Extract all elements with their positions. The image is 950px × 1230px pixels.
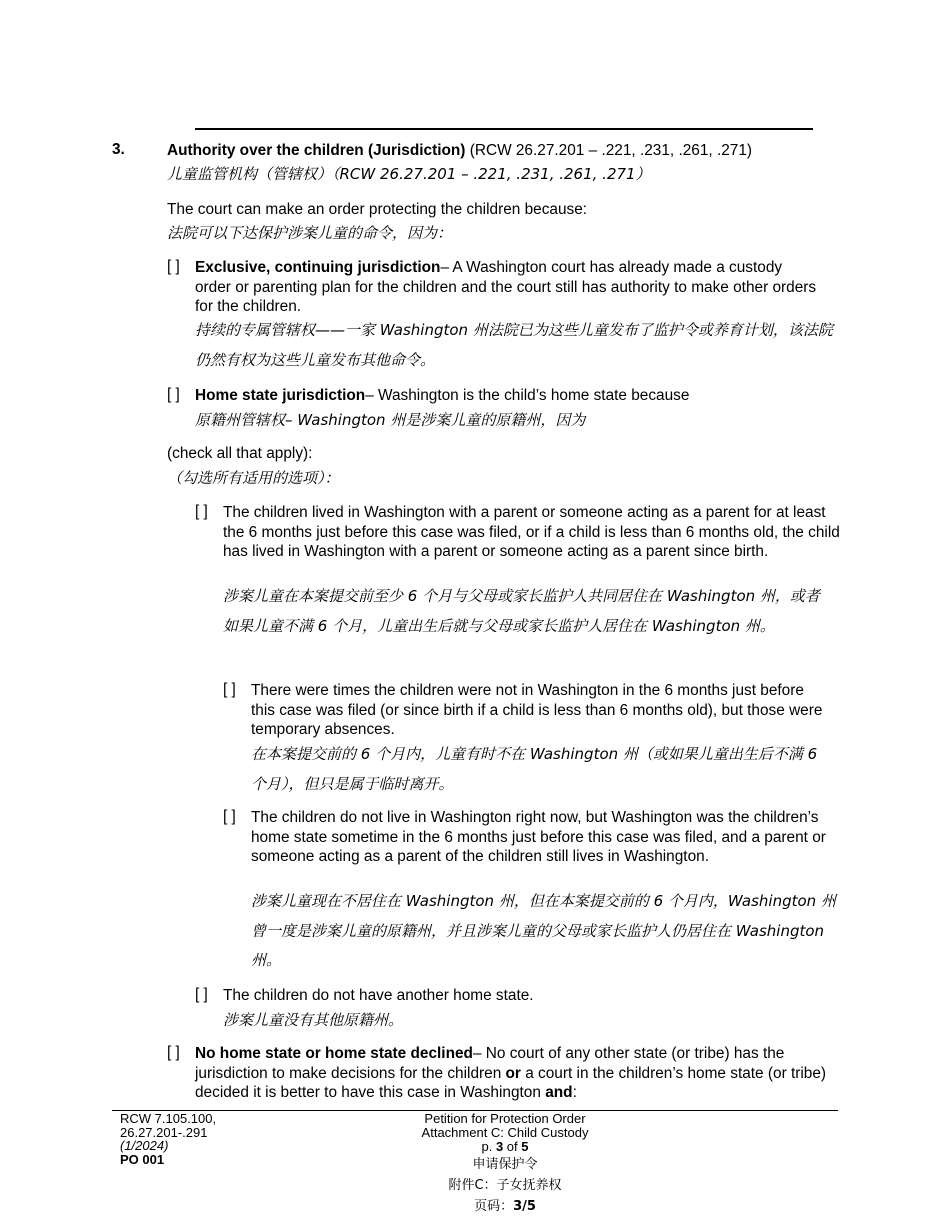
checkbox-temporary-absences[interactable]: [ ] (223, 681, 236, 698)
checkbox-not-living-in-washington[interactable]: [ ] (223, 808, 236, 825)
footer-page-number (340, 1140, 670, 1154)
option-exclusive-text: – A Washington court has already made a custody order or parenting plan for the children and the court still has authority to make other orders for the children. (195, 259, 817, 315)
intro-text-chinese: 法院可以下达保护涉案儿童的命令，因为： (167, 224, 453, 242)
check-all-instruction: (check all that apply): (167, 445, 313, 462)
option-home-state-text: – Washington is the child’s home state because (365, 387, 690, 404)
footer-title-chinese: 申请保护令 (472, 1157, 538, 1172)
option-home-state (195, 386, 835, 406)
section-heading (167, 141, 847, 161)
intro-text: The court can make an order protecting the children because: (167, 201, 588, 218)
footer-page-of: of (503, 1139, 522, 1154)
checkbox-home-state-jurisdiction[interactable]: [ ] (167, 386, 180, 403)
checkbox-no-home-state[interactable]: [ ] (167, 1044, 180, 1061)
footer-revision-date: (1/2024) (120, 1138, 169, 1153)
footer-page-chinese (340, 1196, 670, 1217)
footer-page-total: 5 (521, 1139, 529, 1154)
footer-form-info (120, 1112, 216, 1166)
option-no-other-home-state: The children do not have another home state. (223, 987, 534, 1004)
check-all-instruction-chinese: （勾选所有适用的选项）： (167, 469, 340, 487)
option-no-home-state (195, 1044, 835, 1103)
footer-page-prefix: p. (481, 1139, 496, 1154)
footer-title-block (340, 1112, 670, 1154)
footer-chinese-block (340, 1154, 670, 1217)
option-not-living-in-washington: The children do not live in Washington right now, but Washington was the children’s home state sometime in the 6 months just before this case was filed, and a parent or someone acting as a parent of the children still lives in Washington. (251, 809, 826, 865)
section-heading-statutes: (RCW 26.27.201 – .221, .231, .261, .271) (465, 142, 753, 159)
footer-attachment: Attachment C: Child Custody (421, 1125, 589, 1140)
checkbox-lived-in-washington[interactable]: [ ] (195, 503, 208, 520)
option-no-home-state-or: or (505, 1064, 521, 1082)
section-heading-chinese: 儿童监管机构（管辖权）（RCW 26.27.201 – .221, .231, .261, .271） (167, 165, 651, 183)
footer-page-prefix-chinese: 页码： (474, 1199, 514, 1214)
option-lived-in-washington: The children lived in Washington with a parent or someone acting as a parent for at least the 6 months just before this case was filed, or if a child is less than 6 months old, the child has lived in Washington with a parent or someone acting as a parent since birth. (223, 504, 840, 560)
footer-page-current: 3 (495, 1139, 504, 1154)
option-no-other-home-state-chinese: 涉案儿童没有其他原籍州。 (223, 1011, 404, 1029)
footer-title: Petition for Protection Order (424, 1111, 586, 1126)
option-no-home-state-text-b: a court in the children’s home state (or tribe) decided it is better to have this case in Washington (195, 1064, 827, 1101)
footer-attachment-chinese: 附件C：子女抚养权 (448, 1178, 562, 1193)
option-home-state-title: Home state jurisdiction (195, 387, 366, 404)
option-exclusive-jurisdiction (195, 258, 820, 317)
option-temporary-absences-chinese: 在本案提交前的 6 个月内，儿童有时不在 Washington 州（或如果儿童出生后不满 6 个月），但只是属于临时离开。 (251, 745, 818, 793)
section-heading-bold: Authority over the children (Jurisdiction) (167, 142, 466, 159)
option-no-home-state-and: and (545, 1084, 573, 1101)
checkbox-exclusive-jurisdiction[interactable]: [ ] (167, 258, 180, 275)
option-no-home-state-colon: : (572, 1084, 577, 1101)
footer-form-number: PO 001 (120, 1151, 165, 1167)
option-exclusive-chinese: 持续的专属管辖权——一家 Washington 州法院已为这些儿童发布了监护令或养育计划，该法院仍然有权为这些儿童发布其他命令。 (195, 321, 833, 369)
footer-statute-1: RCW 7.105.100, (120, 1111, 217, 1126)
footer-statute-2: 26.27.201-.291 (120, 1124, 208, 1140)
footer-page-value-chinese: 3/5 (513, 1199, 536, 1214)
option-temporary-absences: There were times the children were not in Washington in the 6 months just before this case was filed (or since birth if a child is less than 6 months old), but those were temporary absences. (251, 682, 823, 738)
top-divider (195, 128, 813, 130)
section-number: 3. (112, 141, 125, 158)
option-lived-in-washington-chinese: 涉案儿童在本案提交前至少 6 个月与父母或家长监护人共同居住在 Washington 州，或者如果儿童不满 6 个月，儿童出生后就与父母或家长监护人居住在 Washington 州。 (223, 587, 820, 635)
checkbox-no-other-home-state[interactable]: [ ] (195, 986, 208, 1003)
option-not-living-in-washington-chinese: 涉案儿童现在不居住在 Washington 州，但在本案提交前的 6 个月内，Washington 州曾一度是涉案儿童的原籍州，并且涉案儿童的父母或家长监护人仍居住在 Washington 州。 (251, 892, 836, 969)
option-exclusive-title: Exclusive, continuing jurisdiction (195, 259, 441, 276)
option-no-home-state-text-a: – No court of any other state (or tribe) has the jurisdiction to make decisions for the children (195, 1045, 785, 1082)
option-home-state-chinese: 原籍州管辖权– Washington 州是涉案儿童的原籍州，因为 (195, 411, 586, 429)
option-no-home-state-title: No home state or home state declined (195, 1045, 473, 1062)
